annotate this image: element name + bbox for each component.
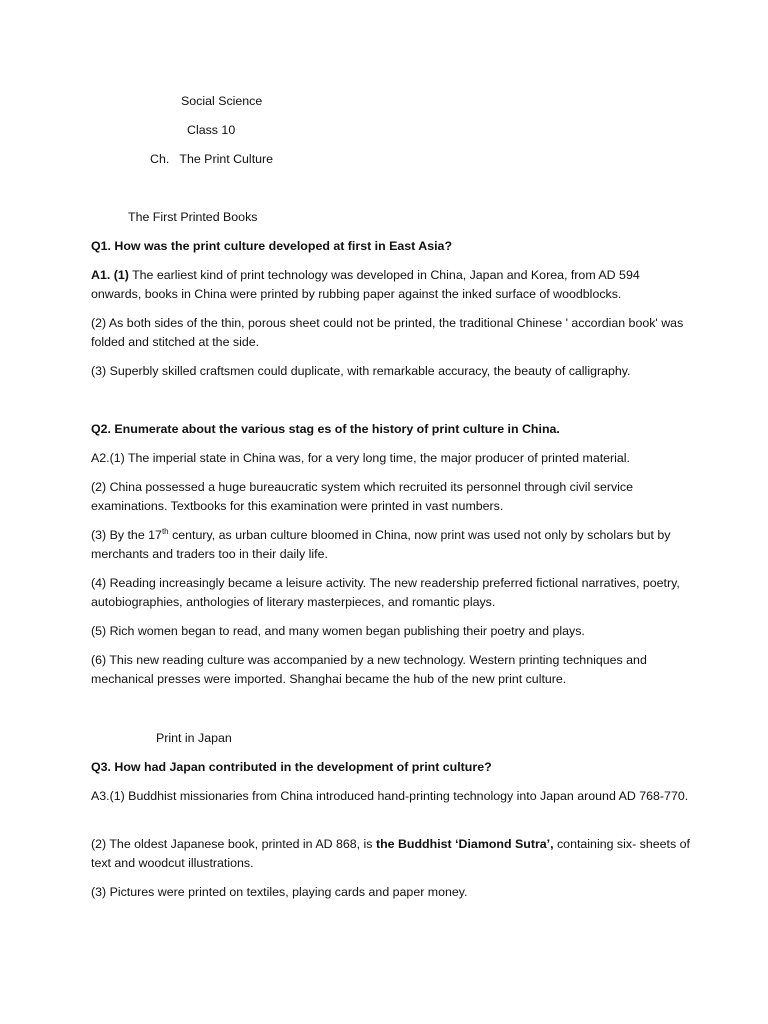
answer-1-point-1 [91, 266, 691, 304]
answer-3-point-2-bold: the Buddhist ‘Diamond Sutra’, [375, 837, 554, 851]
answer-3-point-1: A3.(1) Buddhist missionaries from China introduced hand-printing technology into Japan around AD 768-770. [91, 789, 689, 803]
question-1: Q1. How was the print culture developed at first in East Asia? [91, 239, 453, 253]
answer-1-text: The earliest kind of print technology was developed in China, Japan and Korea, from AD 594 onwards, books in China were printed by rubbing paper against the inked surface of woodblocks. [91, 268, 640, 301]
answer-2-point-4: (4) Reading increasingly became a leisure activity. The new readership preferred fictional narratives, poetry, autobiographies, anthologies of literary masterpieces, and romantic plays. [91, 576, 680, 609]
answer-2-point-3-text-b: century, as urban culture bloomed in China, now print was used not only by scholars but by merchants and traders too in their daily life. [91, 528, 671, 561]
subject-title: Social Science [181, 94, 263, 108]
answer-3-point-2-text-b: containing six- sheets of text and woodcut illustrations. [91, 837, 690, 870]
answer-2-point-2: (2) China possessed a huge bureaucratic system which recruited its personnel through civil service examinations. Textbooks for this examination were printed in vast numbers. [91, 480, 634, 513]
answer-3-point-2-text-a: (2) The oldest Japanese book, printed in AD 868, is [91, 837, 376, 851]
answer-3-point-3: (3) Pictures were printed on textiles, playing cards and paper money. [91, 885, 468, 899]
class-title: Class 10 [187, 123, 236, 137]
answer-2-point-6: (6) This new reading culture was accompanied by a new technology. Western printing techniques and mechanical presses were imported. Shanghai became the hub of the new print culture. [91, 653, 647, 686]
section-heading-first-printed-books: The First Printed Books [128, 210, 258, 224]
superscript-th: th [161, 526, 169, 536]
answer-1-label: A1. (1) [91, 268, 129, 282]
answer-1-point-3: (3) Superbly skilled craftsmen could duplicate, with remarkable accuracy, the beauty of calligraphy. [91, 364, 631, 378]
question-2: Q2. Enumerate about the various stag es of the history of print culture in China. [91, 422, 560, 436]
answer-2-point-5: (5) Rich women began to read, and many women began publishing their poetry and plays. [91, 624, 585, 638]
answer-1-point-2: (2) As both sides of the thin, porous sheet could not be printed, the traditional Chinese ' accordian book' was folded and stitched at the side. [91, 316, 684, 349]
answer-2-point-1: A2.(1) The imperial state in China was, for a very long time, the major producer of printed material. [91, 451, 631, 465]
answer-2-point-3-text-a: (3) By the 17 [91, 528, 162, 542]
section-heading-print-in-japan: Print in Japan [156, 731, 232, 745]
answer-3-point-2 [91, 835, 691, 873]
answer-2-point-3 [91, 526, 691, 564]
chapter-title: Ch. The Print Culture [150, 152, 274, 166]
question-3: Q3. How had Japan contributed in the development of print culture? [91, 760, 492, 774]
